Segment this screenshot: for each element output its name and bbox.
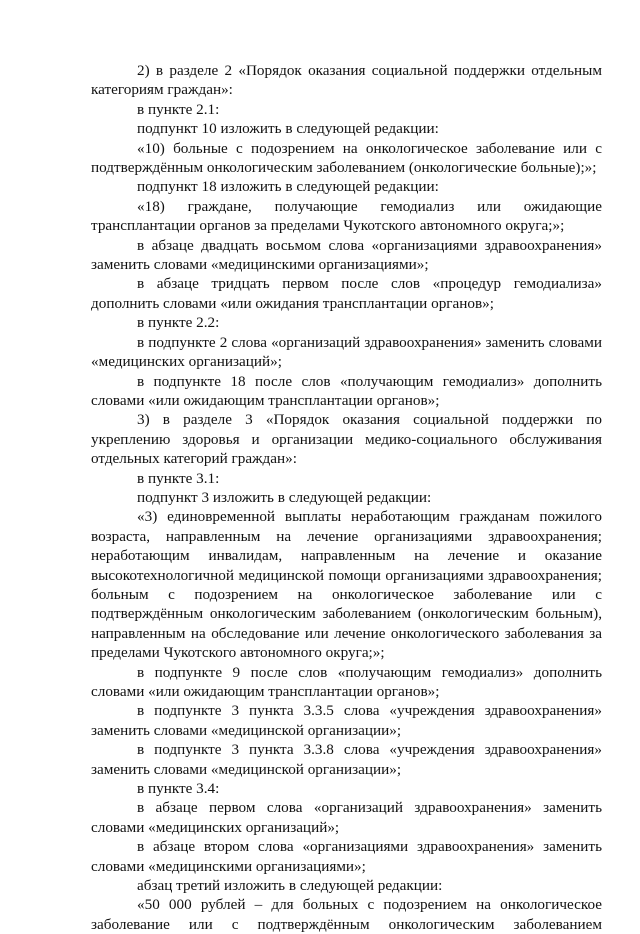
paragraph: в абзаце втором слова «организациями здравоохранения» заменить словами «медицинскими организациями»; [91,838,602,875]
paragraph: 2) в разделе 2 «Порядок оказания социальной поддержки отдельным категориям граждан»: [91,62,602,99]
document-page [91,61,602,934]
paragraph: в абзаце тридцать первом после слов «процедур гемодиализа» дополнить словами «или ожидания трансплантации органов»; [91,275,602,312]
paragraph: абзац третий изложить в следующей редакции: [137,877,443,895]
paragraph: подпункт 3 изложить в следующей редакции: [137,488,432,506]
paragraph: в подпункте 9 после слов «получающим гемодиализ» дополнить словами «или ожидающим трансплантации органов»; [91,663,602,700]
paragraph: в подпункте 3 пункта 3.3.8 слова «учреждения здравоохранения» заменить словами «медицинской организации»; [91,741,602,778]
paragraph: в пункте 3.4: [137,780,220,798]
paragraph: в пункте 3.1: [137,469,220,487]
paragraph: 3) в разделе 3 «Порядок оказания социальной поддержки по укреплению здоровья и организации медико-социального обслуживания отдельных категорий граждан»: [91,411,602,468]
paragraph: в подпункте 3 пункта 3.3.5 слова «учреждения здравоохранения» заменить словами «медицинской организации»; [91,702,602,739]
paragraph: в абзаце двадцать восьмом слова «организациями здравоохранения» заменить словами «медицинскими организациями»; [91,236,602,274]
paragraph: «10) больные с подозрением на онкологическое заболевание или с подтверждённым онкологическим заболеванием (онкологические больные);»; [91,139,602,177]
paragraph: в пункте 2.2: [137,314,220,332]
paragraph: подпункт 10 изложить в следующей редакции: [137,120,439,138]
paragraph: в подпункте 2 слова «организаций здравоохранения» заменить словами «медицинских организаций»; [91,333,602,371]
paragraph: «3) единовременной выплаты неработающим гражданам пожилого возраста, направленным на лечение организациями здравоохранения; неработающим инвалидам, направленным на лечение и оказание высокотехнологичной медицинской помощи организациями здравоохранения; больным с подозрением на онкологическое заболевание или с подтверждённым онкологическим заболеванием (онкологическим больным), направленным на обследование или лечение онкологического заболевания за пределами Чукотского автономного округа;»; [91,508,602,662]
paragraph: «18) граждане, получающие гемодиализ или ожидающие трансплантации органов за пределами Чукотского автономного округа;»; [91,197,602,235]
paragraph: подпункт 18 изложить в следующей редакции: [137,178,439,196]
paragraph: «50 000 рублей – для больных с подозрением на онкологическое заболевание или с подтверждённым онкологическим заболеванием [91,896,602,933]
paragraph: в подпункте 18 после слов «получающим гемодиализ» дополнить словами «или ожидающим трансплантации органов»; [91,372,602,409]
paragraph: в пункте 2.1: [137,100,220,118]
paragraph: в абзаце первом слова «организаций здравоохранения» заменить словами «медицинских организаций»; [91,799,602,836]
